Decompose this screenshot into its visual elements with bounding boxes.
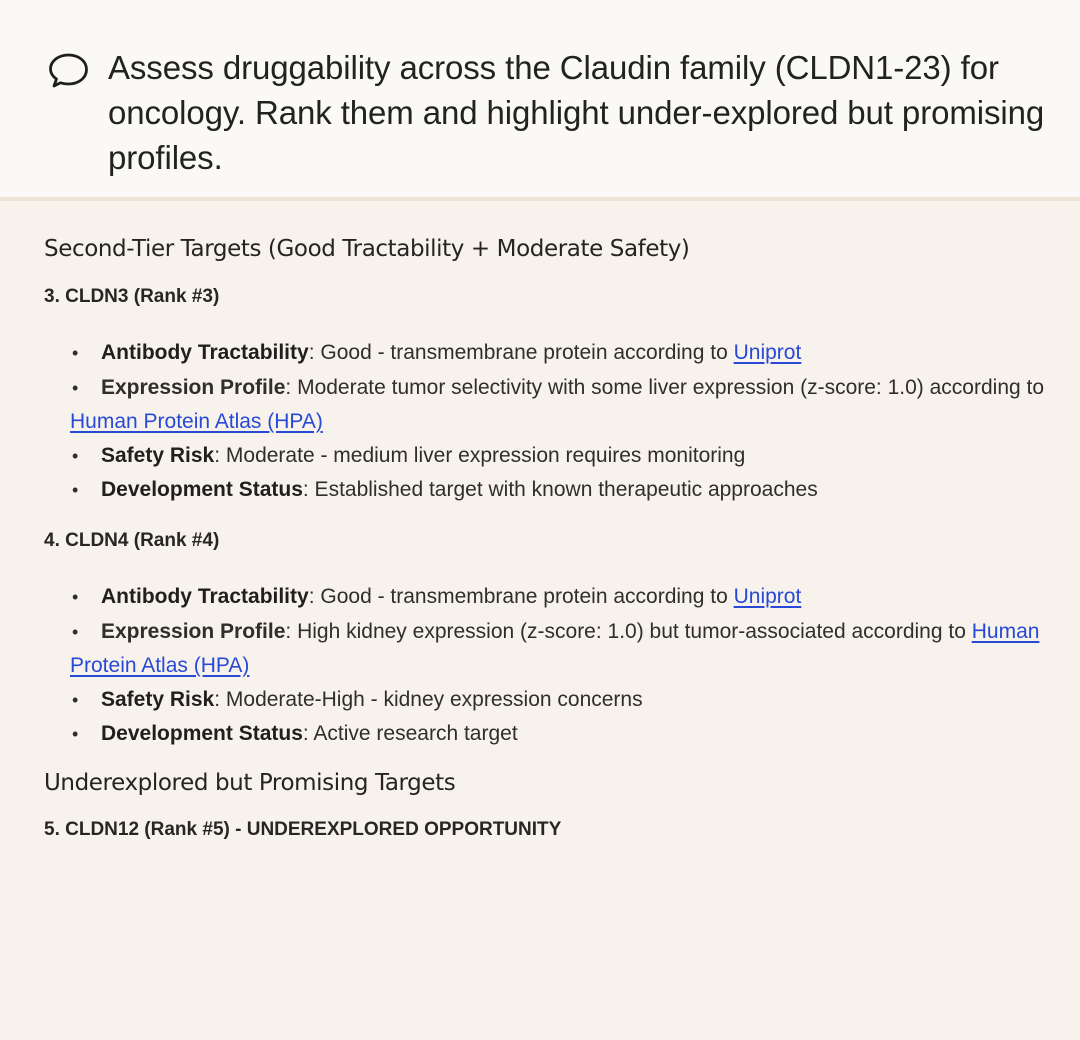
list-item (70, 717, 1060, 752)
bullet-label: Safety Risk (101, 687, 215, 711)
bullet-label: Development Status (101, 722, 303, 745)
list-item (70, 439, 1060, 474)
bullet-dot: • (72, 621, 79, 642)
uniprot-link[interactable]: Uniprot (733, 585, 802, 608)
bullet-label: Safety Risk (101, 443, 215, 467)
bullet-text: : Active research target (302, 722, 518, 745)
list-item (70, 683, 1060, 718)
list-item (70, 336, 1060, 371)
bullet-dot: • (72, 480, 79, 500)
bullet-dot: • (72, 587, 79, 607)
bullet-dot: • (72, 445, 79, 466)
bullet-text: : Moderate - medium liver expression requires monitoring (214, 443, 746, 467)
bullet-line (70, 371, 1060, 439)
bullet-label: Antibody Tractability (101, 341, 309, 364)
cldn3-bullet-list (70, 336, 1060, 508)
bullet-dot: • (72, 689, 79, 710)
bullet-label: Expression Profile (101, 375, 286, 399)
bullet-dot: • (72, 343, 79, 363)
target-heading-cldn4: 4. CLDN4 (Rank #4) (44, 530, 220, 551)
bullet-text: : Established target with known therapeutic approaches (302, 478, 818, 501)
section-heading-underexplored: Underexplored but Promising Targets (44, 770, 456, 796)
list-item (70, 473, 1060, 508)
bullet-label: Antibody Tractability (101, 585, 309, 608)
list-item (70, 580, 1060, 615)
speech-bubble-icon (46, 51, 90, 91)
user-prompt-header (0, 0, 1080, 201)
section-heading-second-tier: Second-Tier Targets (Good Tractability + Moderate Safety) (44, 236, 690, 262)
bullet-label: Expression Profile (101, 619, 286, 643)
bullet-text: : Moderate tumor selectivity with some liver expression (z-score: 1.0) according to (285, 375, 1045, 399)
list-item (70, 615, 1060, 683)
bullet-label: Development Status (101, 478, 303, 501)
bullet-text: : Good - transmembrane protein according to (308, 585, 734, 608)
target-heading-cldn12: 5. CLDN12 (Rank #5) - UNDEREXPLORED OPPORTUNITY (44, 819, 562, 840)
bullet-dot: • (72, 724, 79, 744)
bullet-text: : Good - transmembrane protein according to (308, 341, 734, 364)
bullet-line (70, 615, 1060, 683)
hpa-link[interactable]: Human Protein Atlas (HPA) (70, 410, 323, 433)
cldn4-bullet-list (70, 580, 1060, 752)
bullet-text: : Moderate-High - kidney expression concerns (214, 687, 643, 711)
prompt-text: Assess druggability across the Claudin family (CLDN1-23) for oncology. Rank them and highlight under-explored but promising profiles. (108, 49, 1045, 176)
list-item (70, 371, 1060, 439)
bullet-text: : High kidney expression (z-score: 1.0) but tumor-associated according to (285, 619, 972, 643)
bullet-dot: • (72, 377, 79, 398)
target-heading-cldn3: 3. CLDN3 (Rank #3) (44, 286, 220, 307)
uniprot-link[interactable]: Uniprot (733, 341, 802, 364)
hpa-link[interactable]: Human Protein Atlas (HPA) (70, 619, 1040, 677)
